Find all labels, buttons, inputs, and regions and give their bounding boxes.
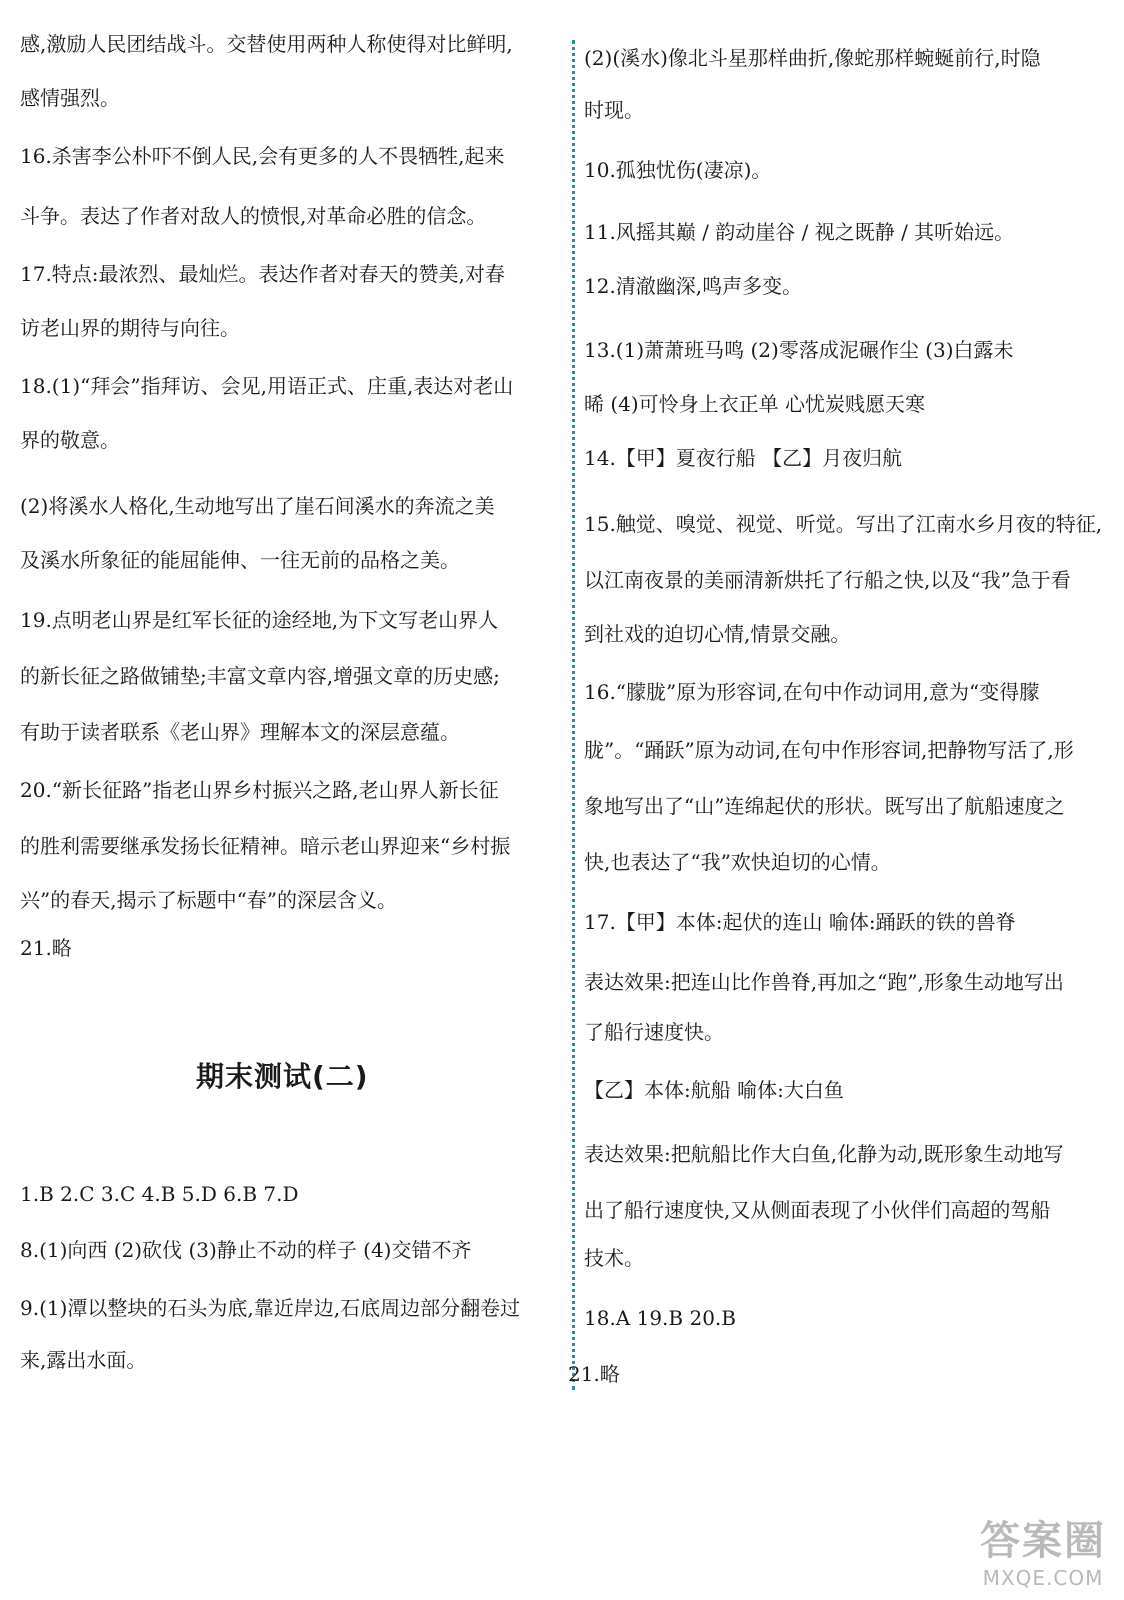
watermark-logo: 答案圈 bbox=[980, 1518, 1106, 1564]
text-line: 时现。 bbox=[584, 98, 644, 122]
text-line: 有助于读者联系《老山界》理解本文的深层意蕴。 bbox=[20, 720, 460, 744]
text-line: 18.A 19.B 20.B bbox=[584, 1306, 736, 1330]
text-line: 18.(1)“拜会”指拜访、会见,用语正式、庄重,表达对老山 bbox=[20, 374, 514, 398]
column-divider bbox=[572, 40, 575, 1390]
text-line: 16.杀害李公朴吓不倒人民,会有更多的人不畏牺牲,起来 bbox=[20, 144, 505, 168]
text-line: 【乙】本体:航船 喻体:大白鱼 bbox=[584, 1078, 844, 1102]
text-line: 10.孤独忧伤(凄凉)。 bbox=[584, 158, 772, 182]
text-line: 技术。 bbox=[584, 1246, 644, 1270]
text-line: 15.触觉、嗅觉、视觉、听觉。写出了江南水乡月夜的特征, bbox=[584, 512, 1103, 536]
text-line: 晞 (4)可怜身上衣正单 心忧炭贱愿天寒 bbox=[584, 392, 926, 416]
text-line: 界的敬意。 bbox=[20, 428, 120, 452]
text-line: 13.(1)萧萧班马鸣 (2)零落成泥碾作尘 (3)白露未 bbox=[584, 338, 1014, 362]
text-line: 14.【甲】夏夜行船 【乙】月夜归航 bbox=[584, 446, 903, 470]
text-line: 12.清澈幽深,鸣声多变。 bbox=[584, 274, 803, 298]
section-title: 期末测试(二) bbox=[196, 1060, 369, 1093]
watermark bbox=[980, 1509, 1106, 1590]
text-line: 17.特点:最浓烈、最灿烂。表达作者对春天的赞美,对春 bbox=[20, 262, 505, 286]
text-line: 胧”。“踊跃”原为动词,在句中作形容词,把静物写活了,形 bbox=[584, 738, 1074, 762]
text-line: 了船行速度快。 bbox=[584, 1020, 724, 1044]
answer-line: 1.B 2.C 3.C 4.B 5.D 6.B 7.D bbox=[20, 1182, 299, 1206]
watermark-url: MXQE.COM bbox=[982, 1566, 1104, 1590]
text-line: 兴”的春天,揭示了标题中“春”的深层含义。 bbox=[20, 888, 398, 912]
text-line: 访老山界的期待与向往。 bbox=[20, 316, 240, 340]
text-line: 象地写出了“山”连绵起伏的形状。既写出了航船速度之 bbox=[584, 794, 1065, 818]
text-line: 21.略 bbox=[568, 1362, 620, 1386]
text-line: 以江南夜景的美丽清新烘托了行船之快,以及“我”急于看 bbox=[584, 568, 1071, 592]
text-line: 及溪水所象征的能屈能伸、一往无前的品格之美。 bbox=[20, 548, 460, 572]
answer-line: 9.(1)潭以整块的石头为底,靠近岸边,石底周边部分翻卷过 bbox=[20, 1296, 521, 1320]
text-line: 19.点明老山界是红军长征的途经地,为下文写老山界人 bbox=[20, 608, 499, 632]
text-line: 20.“新长征路”指老山界乡村振兴之路,老山界人新长征 bbox=[20, 778, 499, 802]
text-line: 斗争。表达了作者对敌人的愤恨,对革命必胜的信念。 bbox=[20, 204, 487, 228]
answer-line: 8.(1)向西 (2)砍伐 (3)静止不动的样子 (4)交错不齐 bbox=[20, 1238, 472, 1262]
text-line: 17.【甲】本体:起伏的连山 喻体:踊跃的铁的兽脊 bbox=[584, 910, 1016, 934]
text-line: 表达效果:把航船比作大白鱼,化静为动,既形象生动地写 bbox=[584, 1142, 1064, 1166]
text-line: (2)(溪水)像北斗星那样曲折,像蛇那样蜿蜒前行,时隐 bbox=[584, 46, 1041, 70]
text-line: 16.“朦胧”原为形容词,在句中作动词用,意为“变得朦 bbox=[584, 680, 1040, 704]
text-line: 的新长征之路做铺垫;丰富文章内容,增强文章的历史感; bbox=[20, 664, 500, 688]
answer-line: 来,露出水面。 bbox=[20, 1348, 147, 1372]
text-line: 感,激励人民团结战斗。交替使用两种人称使得对比鲜明, bbox=[20, 32, 513, 56]
text-line: 11.风摇其巅 / 韵动崖谷 / 视之既静 / 其听始远。 bbox=[584, 220, 1015, 244]
text-line: 到社戏的迫切心情,情景交融。 bbox=[584, 622, 851, 646]
text-line: 感情强烈。 bbox=[20, 86, 120, 110]
text-line: 快,也表达了“我”欢快迫切的心情。 bbox=[584, 850, 891, 874]
text-line: 的胜利需要继承发扬长征精神。暗示老山界迎来“乡村振 bbox=[20, 834, 511, 858]
text-line: 21.略 bbox=[20, 936, 72, 960]
text-line: (2)将溪水人格化,生动地写出了崖石间溪水的奔流之美 bbox=[20, 494, 495, 518]
text-line: 出了船行速度快,又从侧面表现了小伙伴们高超的驾船 bbox=[584, 1198, 1051, 1222]
text-line: 表达效果:把连山比作兽脊,再加之“跑”,形象生动地写出 bbox=[584, 970, 1064, 994]
